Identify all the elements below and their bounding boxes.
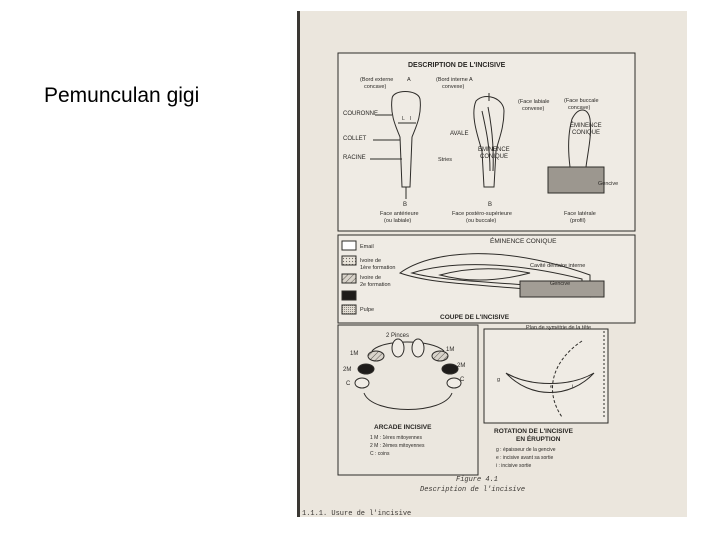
svg-text:Stries: Stries [438,157,453,163]
svg-text:e: e [550,384,554,390]
svg-text:(ou labiale): (ou labiale) [384,218,412,224]
page-footer-text: 1.1.1. Usure de l'incisive [302,510,412,517]
svg-text:C: C [460,377,465,383]
svg-text:Ivoire de: Ivoire de [360,275,382,281]
svg-text:2e formation: 2e formation [360,282,391,288]
svg-text:Gencive: Gencive [598,181,619,187]
figure-caption-subtitle: Description de l'incisive [420,486,526,494]
svg-text:2M: 2M [343,367,352,373]
svg-text:B: B [488,202,493,208]
svg-text:CONIQUE: CONIQUE [480,154,509,160]
svg-text:(Face buccale: (Face buccale [564,98,599,104]
svg-text:concave): concave) [364,84,387,90]
svg-text:ARCADE INCISIVE: ARCADE INCISIVE [374,424,432,431]
svg-text:Pulpe: Pulpe [360,307,375,313]
svg-text:2M: 2M [457,363,466,369]
svg-text:convexe): convexe) [442,84,465,90]
svg-text:1ère formation: 1ère formation [360,265,396,271]
svg-text:i : incisive sortie: i : incisive sortie [496,463,532,469]
svg-text:(profil): (profil) [570,218,586,224]
svg-text:ÉMINENCE: ÉMINENCE [478,147,510,153]
svg-text:Face latérale: Face latérale [564,211,596,217]
svg-text:CONIQUE: CONIQUE [572,130,601,136]
svg-text:L: L [402,116,405,122]
svg-text:g: g [497,377,501,383]
slide-title: Pemunculan gigi [44,84,200,107]
svg-text:(ou buccale): (ou buccale) [466,218,497,224]
svg-text:Cavité dentaire interne: Cavité dentaire interne [530,263,586,269]
scanned-figure [297,11,687,517]
svg-text:(Bord interne A: (Bord interne A [436,77,473,83]
svg-text:Gencive: Gencive [550,281,571,287]
svg-text:(Face labiale: (Face labiale [518,99,550,105]
description-title: DESCRIPTION DE L'INCISIVE [408,62,506,69]
svg-text:ÉMINENCE: ÉMINENCE [570,123,602,129]
svg-text:1M: 1M [446,347,455,353]
coupe-panel [338,235,635,323]
svg-text:i: i [572,384,574,390]
svg-text:e : incisive avant sa sortie: e : incisive avant sa sortie [496,455,554,461]
arcade-panel [338,325,478,475]
svg-text:B: B [403,202,408,208]
description-panel [338,53,635,231]
svg-text:concave): concave) [568,105,591,111]
svg-text:C : coins: C : coins [370,451,390,457]
svg-text:1M: 1M [350,351,359,357]
svg-text:A: A [407,77,411,83]
svg-text:I: I [410,116,412,122]
label-racine: RACINE [343,155,366,161]
label-avale: AVALE [450,131,469,137]
svg-text:ROTATION DE L'INCISIVE: ROTATION DE L'INCISIVE [494,428,573,435]
svg-text:g : épaisseur de la gencive: g : épaisseur de la gencive [496,447,556,453]
svg-text:Face antérieure: Face antérieure [380,211,419,217]
svg-text:C: C [346,381,351,387]
svg-text:2 M : 2èmes mitoyennes: 2 M : 2èmes mitoyennes [370,443,425,449]
label-collet: COLLET [343,136,367,142]
svg-text:(Bord externe: (Bord externe [360,77,394,83]
svg-text:COUPE DE L'INCISIVE: COUPE DE L'INCISIVE [440,314,510,321]
svg-text:convexe): convexe) [522,106,545,112]
svg-text:Email: Email [360,244,374,250]
svg-text:1 M : 1ères mitoyennes: 1 M : 1ères mitoyennes [370,435,422,441]
svg-text:2 Pinces: 2 Pinces [386,333,410,339]
svg-text:ÉMINENCE CONIQUE: ÉMINENCE CONIQUE [490,238,557,245]
svg-text:EN ÉRUPTION: EN ÉRUPTION [516,436,561,443]
rotation-panel [484,325,608,469]
svg-text:Plan de symétrie de la tête: Plan de symétrie de la tête [526,325,592,331]
svg-text:Ivoire de: Ivoire de [360,258,382,264]
svg-text:Face postéro-supérieure: Face postéro-supérieure [452,211,512,217]
label-couronne: COURONNE [343,111,379,117]
figure-caption: Figure 4.1 [456,476,499,484]
